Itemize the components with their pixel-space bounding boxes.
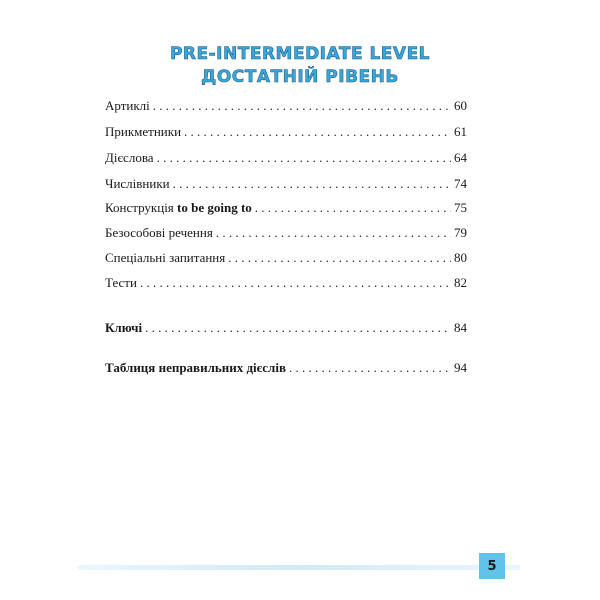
toc-entry[interactable] [105, 273, 467, 293]
toc-entry-label: Прикметники [105, 124, 182, 139]
footer-band [78, 565, 520, 570]
dot-leader [289, 358, 451, 378]
dot-leader [184, 122, 451, 142]
toc-entry[interactable] [105, 318, 467, 338]
dot-leader [216, 223, 451, 243]
toc-entry[interactable] [105, 223, 467, 243]
toc-entry[interactable] [105, 248, 467, 268]
toc-entry[interactable] [105, 358, 467, 378]
dot-leader [140, 273, 451, 293]
toc-entry-page: 94 [454, 360, 467, 375]
dot-leader [157, 148, 451, 168]
dot-leader [145, 318, 451, 338]
toc-entry-page: 82 [454, 275, 467, 290]
toc-entry-page: 64 [454, 150, 467, 165]
toc-entry-page: 80 [454, 250, 467, 265]
dot-leader [173, 174, 451, 194]
toc-entry-label: Таблиця неправильних дієслів [105, 360, 286, 375]
toc-entry[interactable] [105, 96, 467, 116]
toc-entry-label: Ключі [105, 320, 143, 335]
toc-entry-page: 74 [454, 176, 467, 191]
toc-entry-page: 60 [454, 98, 467, 113]
toc-entry[interactable] [105, 174, 467, 194]
toc-entry-page: 75 [454, 200, 467, 215]
toc-entry-label: Числівники [105, 176, 170, 191]
toc-entry-label: Дієслова [105, 150, 154, 165]
dot-leader [228, 248, 451, 268]
toc-entry-label: Конструкція to be going to [105, 200, 252, 215]
toc-entry-page: 79 [454, 225, 467, 240]
toc-entry-label: Артиклі [105, 98, 150, 113]
toc-entry-label: Тести [105, 275, 137, 290]
toc-entry-label: Спеціальні запитання [105, 250, 226, 265]
toc-entry-page: 61 [454, 124, 467, 139]
section-title-english: PRE-INTERMEDIATE LEVEL [169, 44, 431, 64]
toc-entry[interactable] [105, 148, 467, 168]
toc-entry[interactable] [105, 198, 467, 218]
toc-entry-label: Безособові речення [105, 225, 213, 240]
toc-entry-page: 84 [454, 320, 467, 335]
section-title-ukrainian: ДОСТАТНІЙ РІВЕНЬ [201, 67, 399, 87]
page-number: 5 [479, 553, 505, 579]
dot-leader [255, 198, 451, 218]
toc-entry[interactable] [105, 122, 467, 142]
dot-leader [153, 96, 451, 116]
